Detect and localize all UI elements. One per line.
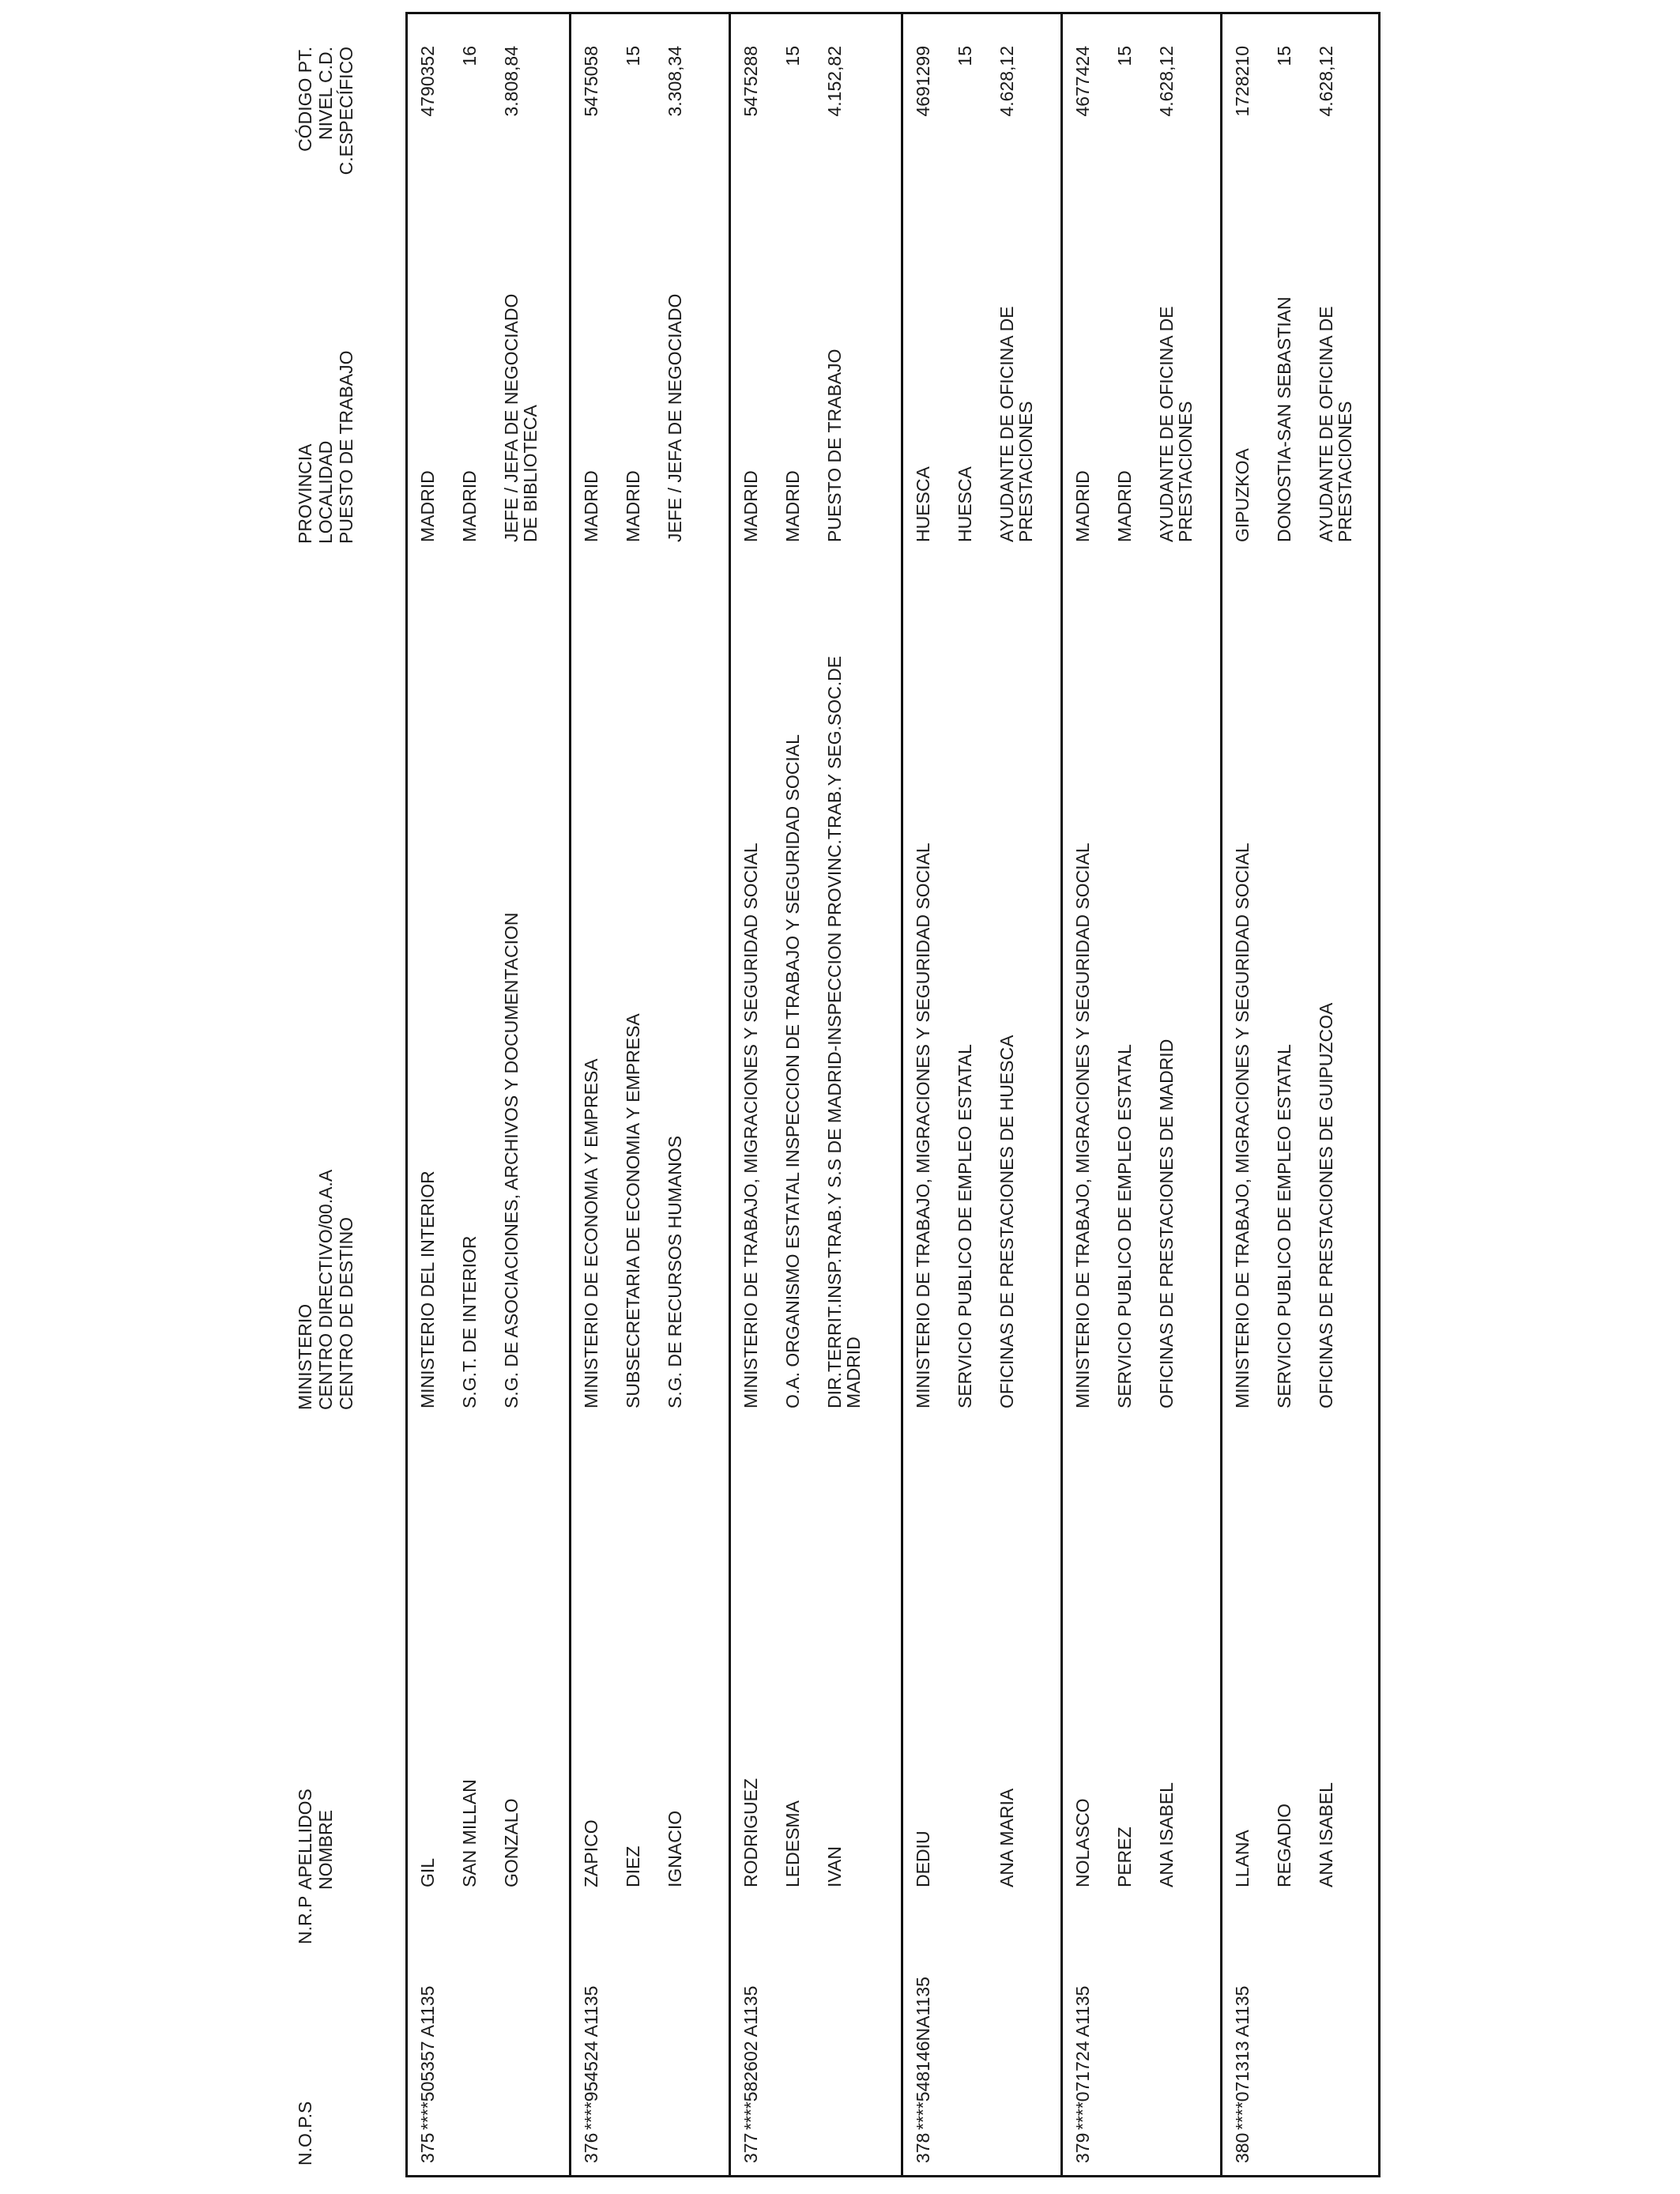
header-ministerio <box>295 1170 356 1410</box>
cell-nops: 377 <box>740 2132 761 2163</box>
cell-codigo: 4691299 <box>913 46 933 117</box>
cell-puesto: AYUDANTE DE OFICINA DE PRESTACIONES <box>996 306 1036 542</box>
cell-apellido1: ZAPICO <box>581 1819 601 1887</box>
cell-centro-destino: OFICINAS DE PRESTACIONES DE HUESCA <box>996 1035 1017 1408</box>
header-puesto-line: PUESTO DE TRABAJO <box>336 350 356 544</box>
cell-nops: 380 <box>1232 2132 1252 2163</box>
cell-nivel: 15 <box>782 46 803 66</box>
cell-nivel: 16 <box>459 46 480 66</box>
cell-provincia: MADRID <box>740 470 761 542</box>
cell-especifico: 4.628,12 <box>1156 46 1177 117</box>
table-row <box>408 14 569 2175</box>
header-centro-directivo-line: CENTRO DIRECTIVO/00.A.A <box>315 1169 336 1410</box>
cell-provincia: GIPUZKOA <box>1232 448 1252 542</box>
cell-nrp: ****505357 A1135 <box>417 1985 438 2130</box>
table-row <box>901 14 1060 2175</box>
cell-localidad: MADRID <box>782 470 803 542</box>
cell-especifico: 3.308,34 <box>665 46 685 117</box>
header-nrp: N.R.P <box>295 1895 315 1944</box>
cell-nombre: ANA ISABEL <box>1316 1782 1336 1887</box>
table-row <box>569 14 729 2175</box>
cell-centro-directivo: O.A. ORGANISMO ESTATAL INSPECCION DE TRABAJO Y SEGURIDAD SOCIAL <box>782 734 803 1408</box>
cell-apellido2: REGADIO <box>1274 1803 1294 1887</box>
cell-centro-destino: OFICINAS DE PRESTACIONES DE GUIPUZCOA <box>1316 1002 1336 1408</box>
cell-nrp: ****548146NA1135 <box>913 1977 933 2130</box>
cell-localidad: DONOSTIA-SAN SEBASTIAN <box>1274 296 1294 542</box>
cell-apellido1: NOLASCO <box>1072 1798 1093 1887</box>
cell-provincia: MADRID <box>581 470 601 542</box>
cell-especifico: 4.628,12 <box>996 46 1017 117</box>
header-localidad-line: LOCALIDAD <box>315 440 336 544</box>
cell-provincia: HUESCA <box>913 466 933 542</box>
cell-centro-destino: S.G. DE ASOCIACIONES, ARCHIVOS Y DOCUMENTACION <box>501 912 522 1408</box>
cell-localidad: MADRID <box>459 470 480 542</box>
cell-puesto: JEFE / JEFA DE NEGOCIADO <box>665 293 685 542</box>
cell-apellido1: RODRIGUEZ <box>740 1778 761 1887</box>
cell-centro-directivo: SERVICIO PUBLICO DE EMPLEO ESTATAL <box>955 1044 975 1408</box>
header-provincia-line: PROVINCIA <box>295 443 315 544</box>
cell-puesto: JEFE / JEFA DE NEGOCIADO DE BIBLIOTECA <box>501 293 541 542</box>
cell-nrp: ****071724 A1135 <box>1072 1985 1093 2130</box>
header-ministerio-line: MINISTERIO <box>295 1303 315 1410</box>
cell-apellido2: DIEZ <box>623 1845 643 1887</box>
cell-apellido2: LEDESMA <box>782 1800 803 1887</box>
cell-centro-directivo: SERVICIO PUBLICO DE EMPLEO ESTATAL <box>1274 1044 1294 1408</box>
header-especifico-line: C.ESPECÍFICO <box>336 47 356 175</box>
cell-puesto: AYUDANTE DE OFICINA DE PRESTACIONES <box>1316 306 1355 542</box>
cell-ministerio: MINISTERIO DEL INTERIOR <box>417 1171 438 1408</box>
header-codigo-line: CÓDIGO PT. <box>295 47 315 152</box>
cell-ministerio: MINISTERIO DE TRABAJO, MIGRACIONES Y SEGURIDAD SOCIAL <box>1232 843 1252 1408</box>
header-provincia <box>295 350 356 544</box>
cell-nops: 376 <box>581 2132 601 2163</box>
header-codigo <box>295 47 356 242</box>
cell-nops: 378 <box>913 2132 933 2163</box>
cell-apellido1: DEDIU <box>913 1830 933 1887</box>
table-row <box>1220 14 1380 2175</box>
cell-localidad: HUESCA <box>955 466 975 542</box>
cell-ministerio: MINISTERIO DE ECONOMIA Y EMPRESA <box>581 1058 601 1408</box>
cell-nombre: ANA ISABEL <box>1156 1782 1177 1887</box>
records-table <box>405 12 1381 2177</box>
cell-especifico: 4.628,12 <box>1316 46 1336 117</box>
cell-codigo: 5475058 <box>581 46 601 117</box>
cell-provincia: MADRID <box>417 470 438 542</box>
cell-nops: 379 <box>1072 2132 1093 2163</box>
header-nops: N.O.P.S <box>295 2101 315 2166</box>
cell-nivel: 15 <box>1114 46 1135 66</box>
cell-ministerio: MINISTERIO DE TRABAJO, MIGRACIONES Y SEGURIDAD SOCIAL <box>740 843 761 1408</box>
cell-codigo: 5475288 <box>740 46 761 117</box>
cell-especifico: 4.152,82 <box>824 46 845 117</box>
header-apellidos <box>295 1789 336 1890</box>
cell-codigo: 4790352 <box>417 46 438 117</box>
cell-nrp: ****954524 A1135 <box>581 1985 601 2130</box>
cell-localidad: MADRID <box>1114 470 1135 542</box>
cell-nrp: ****582602 A1135 <box>740 1985 761 2130</box>
cell-apellido1: LLANA <box>1232 1830 1252 1887</box>
cell-centro-directivo: S.G.T. DE INTERIOR <box>459 1235 480 1408</box>
cell-nombre: GONZALO <box>501 1798 522 1887</box>
cell-nivel: 15 <box>1274 46 1294 66</box>
cell-provincia: MADRID <box>1072 470 1093 542</box>
cell-centro-directivo: SERVICIO PUBLICO DE EMPLEO ESTATAL <box>1114 1044 1135 1408</box>
cell-nombre: IVAN <box>824 1846 845 1887</box>
cell-puesto: PUESTO DE TRABAJO <box>824 349 845 542</box>
cell-nivel: 15 <box>623 46 643 66</box>
cell-codigo: 1728210 <box>1232 46 1252 117</box>
cell-apellido2: PEREZ <box>1114 1826 1135 1887</box>
cell-apellido1: GIL <box>417 1857 438 1887</box>
cell-ministerio: MINISTERIO DE TRABAJO, MIGRACIONES Y SEGURIDAD SOCIAL <box>913 843 933 1408</box>
header-nivel-line: NIVEL C.D. <box>315 47 336 141</box>
table-row <box>729 14 901 2175</box>
header-centro-destino-line: CENTRO DE DESTINO <box>336 1216 356 1410</box>
cell-especifico: 3.808,84 <box>501 46 522 117</box>
cell-nops: 375 <box>417 2132 438 2163</box>
table-row <box>1060 14 1220 2175</box>
cell-centro-destino: DIR.TERRIT.INSP.TRAB.Y S.S DE MADRID-INSPECCION PROVINC.TRAB.Y SEG.SOC.DE MADRID <box>824 655 864 1408</box>
cell-nivel: 15 <box>955 46 975 66</box>
cell-centro-destino: OFICINAS DE PRESTACIONES DE MADRID <box>1156 1039 1177 1408</box>
cell-nombre: ANA MARIA <box>996 1788 1017 1887</box>
cell-nrp: ****071313 A1135 <box>1232 1985 1252 2130</box>
cell-localidad: MADRID <box>623 470 643 542</box>
cell-ministerio: MINISTERIO DE TRABAJO, MIGRACIONES Y SEGURIDAD SOCIAL <box>1072 843 1093 1408</box>
cell-centro-directivo: SUBSECRETARIA DE ECONOMIA Y EMPRESA <box>623 1013 643 1408</box>
cell-nombre: IGNACIO <box>665 1810 685 1887</box>
cell-puesto: AYUDANTE DE OFICINA DE PRESTACIONES <box>1156 306 1196 542</box>
cell-centro-destino: S.G. DE RECURSOS HUMANOS <box>665 1135 685 1408</box>
header-nombre-line: NOMBRE <box>315 1810 336 1890</box>
cell-codigo: 4677424 <box>1072 46 1093 117</box>
header-apellidos-line: APELLIDOS <box>295 1789 315 1890</box>
cell-apellido2: SAN MILLAN <box>459 1779 480 1887</box>
